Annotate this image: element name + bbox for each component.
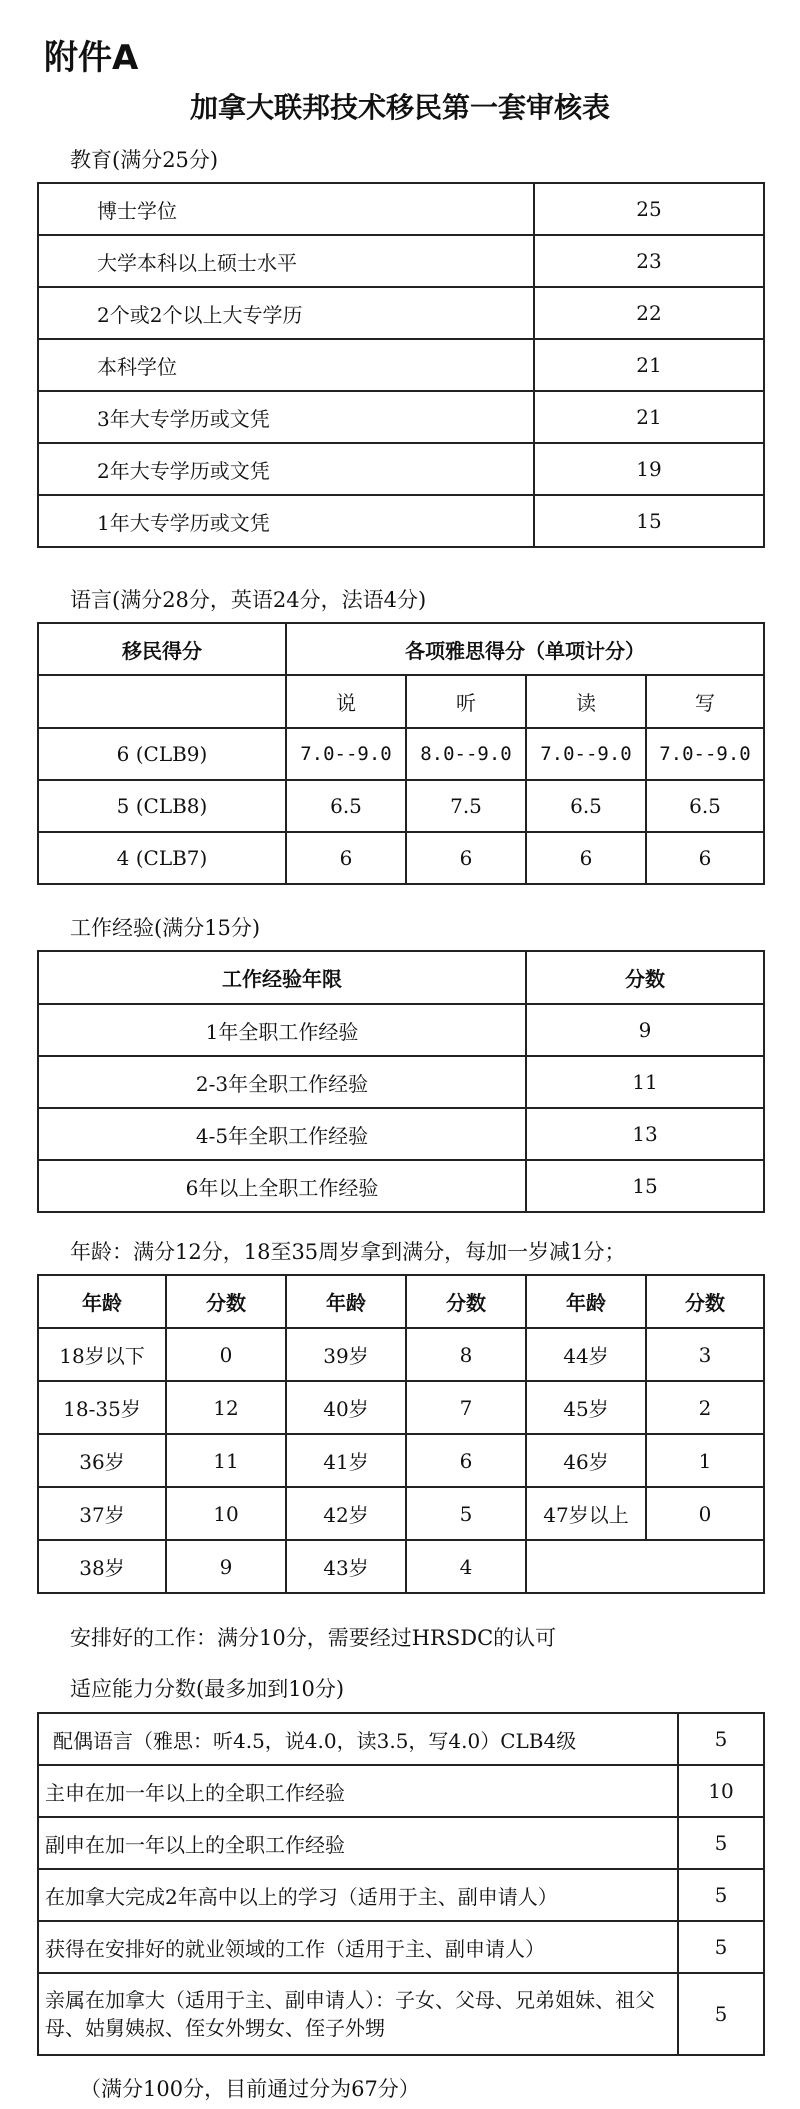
language-level: 4 (CLB7): [38, 832, 286, 884]
sub-write: 写: [646, 675, 764, 728]
age-score: 3: [646, 1328, 764, 1381]
age-score: 1: [646, 1434, 764, 1487]
table-row: [38, 1921, 764, 1973]
adapt-score: 5: [678, 1869, 764, 1921]
adapt-score: 5: [678, 1817, 764, 1869]
education-score: 21: [534, 339, 764, 391]
age-value: 43岁: [286, 1540, 406, 1593]
age-score: 9: [166, 1540, 286, 1593]
adapt-label: 主申在加一年以上的全职工作经验: [38, 1765, 678, 1817]
age-heading: 年龄：满分12分，18至35周岁拿到满分，每加一岁减1分；: [70, 1240, 626, 1264]
age-value: 37岁: [38, 1487, 166, 1540]
adapt-heading: 适应能力分数(最多加到10分): [70, 1677, 345, 1701]
language-col-score: 移民得分: [38, 623, 286, 675]
education-score: 21: [534, 391, 764, 443]
table-row: [38, 1004, 764, 1056]
age-score: 5: [406, 1487, 526, 1540]
age-score: 0: [646, 1487, 764, 1540]
table-row: [38, 1056, 764, 1108]
language-score: 6.5: [526, 780, 646, 832]
work-table: [37, 950, 765, 1213]
language-level: 6 (CLB9): [38, 728, 286, 780]
age-value: 18-35岁: [38, 1381, 166, 1434]
table-row: [38, 1765, 764, 1817]
age-col-age: 年龄: [38, 1275, 166, 1328]
work-col-years: 工作经验年限: [38, 951, 526, 1004]
language-heading: 语言(满分28分，英语24分，法语4分): [70, 588, 427, 612]
language-score: 7.5: [406, 780, 526, 832]
adapt-score: 10: [678, 1765, 764, 1817]
sub-listen: 听: [406, 675, 526, 728]
education-label: 2年大专学历或文凭: [38, 443, 534, 495]
language-score: 7.0--9.0: [286, 728, 406, 780]
table-row: [38, 495, 764, 547]
table-row: [38, 1540, 764, 1593]
work-label: 2-3年全职工作经验: [38, 1056, 526, 1108]
age-score: 2: [646, 1381, 764, 1434]
table-row: [38, 780, 764, 832]
age-score: 4: [406, 1540, 526, 1593]
education-score: 19: [534, 443, 764, 495]
age-score: 11: [166, 1434, 286, 1487]
sub-speak: 说: [286, 675, 406, 728]
adapt-label: 亲属在加拿大（适用于主、副申请人）：子女、父母、兄弟姐妹、祖父母、姑舅姨叔、侄女外甥女、侄子外甥: [38, 1973, 678, 2055]
language-score: 6: [286, 832, 406, 884]
language-col-ielts: 各项雅思得分（单项计分）: [286, 623, 764, 675]
education-label: 1年大专学历或文凭: [38, 495, 534, 547]
attachment-label: 附件A: [44, 38, 139, 78]
age-table: [37, 1274, 765, 1594]
language-table: [37, 622, 765, 885]
language-score: 6: [646, 832, 764, 884]
education-label: 本科学位: [38, 339, 534, 391]
table-row: [38, 287, 764, 339]
work-label: 1年全职工作经验: [38, 1004, 526, 1056]
table-row: [38, 183, 764, 235]
table-row: [38, 1328, 764, 1381]
language-sub-empty: [38, 675, 286, 728]
age-empty-cell: [526, 1540, 764, 1593]
table-row: [38, 1108, 764, 1160]
adapt-score: 5: [678, 1713, 764, 1765]
age-score: 0: [166, 1328, 286, 1381]
age-score: 12: [166, 1381, 286, 1434]
language-level: 5 (CLB8): [38, 780, 286, 832]
age-value: 38岁: [38, 1540, 166, 1593]
age-col-score: 分数: [166, 1275, 286, 1328]
table-row: [38, 1160, 764, 1212]
age-value: 39岁: [286, 1328, 406, 1381]
work-score: 11: [526, 1056, 764, 1108]
education-label: 3年大专学历或文凭: [38, 391, 534, 443]
table-row: [38, 1381, 764, 1434]
language-score: 6.5: [646, 780, 764, 832]
age-value: 41岁: [286, 1434, 406, 1487]
sub-read: 读: [526, 675, 646, 728]
work-col-score: 分数: [526, 951, 764, 1004]
education-score: 23: [534, 235, 764, 287]
age-value: 47岁以上: [526, 1487, 646, 1540]
age-score: 6: [406, 1434, 526, 1487]
education-label: 博士学位: [38, 183, 534, 235]
table-row: [38, 832, 764, 884]
age-value: 44岁: [526, 1328, 646, 1381]
language-score: 7.0--9.0: [646, 728, 764, 780]
age-value: 18岁以下: [38, 1328, 166, 1381]
age-col-age: 年龄: [526, 1275, 646, 1328]
work-score: 13: [526, 1108, 764, 1160]
work-label: 4-5年全职工作经验: [38, 1108, 526, 1160]
education-score: 25: [534, 183, 764, 235]
adapt-table: [37, 1712, 765, 2056]
adapt-label: 副申在加一年以上的全职工作经验: [38, 1817, 678, 1869]
age-value: 42岁: [286, 1487, 406, 1540]
table-row: [38, 1713, 764, 1765]
table-row: [38, 1973, 764, 2055]
age-score: 10: [166, 1487, 286, 1540]
adapt-score: 5: [678, 1921, 764, 1973]
table-row: [38, 339, 764, 391]
age-col-score: 分数: [646, 1275, 764, 1328]
work-score: 9: [526, 1004, 764, 1056]
language-score: 8.0--9.0: [406, 728, 526, 780]
education-label: 大学本科以上硕士水平: [38, 235, 534, 287]
adapt-label: 获得在安排好的就业领域的工作（适用于主、副申请人）: [38, 1921, 678, 1973]
education-table: [37, 182, 765, 548]
age-value: 36岁: [38, 1434, 166, 1487]
language-score: 6: [526, 832, 646, 884]
page-title: 加拿大联邦技术移民第一套审核表: [189, 91, 610, 124]
work-label: 6年以上全职工作经验: [38, 1160, 526, 1212]
language-score: 7.0--9.0: [526, 728, 646, 780]
table-row: [38, 391, 764, 443]
age-value: 46岁: [526, 1434, 646, 1487]
footer-note: （满分100分，目前通过分为67分）: [80, 2077, 420, 2101]
adapt-label: 在加拿大完成2年高中以上的学习（适用于主、副申请人）: [38, 1869, 678, 1921]
age-score: 8: [406, 1328, 526, 1381]
age-score: 7: [406, 1381, 526, 1434]
work-score: 15: [526, 1160, 764, 1212]
work-heading: 工作经验(满分15分): [70, 916, 261, 940]
table-row: [38, 235, 764, 287]
age-col-age: 年龄: [286, 1275, 406, 1328]
table-row: [38, 1434, 764, 1487]
table-row: [38, 728, 764, 780]
adapt-score: 5: [678, 1973, 764, 2055]
age-value: 40岁: [286, 1381, 406, 1434]
arranged-employment-text: 安排好的工作：满分10分，需要经过HRSDC的认可: [70, 1626, 557, 1650]
table-row: [38, 1487, 764, 1540]
education-label: 2个或2个以上大专学历: [38, 287, 534, 339]
table-row: [38, 443, 764, 495]
education-score: 22: [534, 287, 764, 339]
adapt-label: 配偶语言（雅思：听4.5，说4.0，读3.5，写4.0）CLB4级: [38, 1713, 678, 1765]
language-score: 6: [406, 832, 526, 884]
table-row: [38, 1869, 764, 1921]
table-row: [38, 1817, 764, 1869]
language-score: 6.5: [286, 780, 406, 832]
age-value: 45岁: [526, 1381, 646, 1434]
education-heading: 教育(满分25分): [70, 148, 219, 172]
age-col-score: 分数: [406, 1275, 526, 1328]
education-score: 15: [534, 495, 764, 547]
